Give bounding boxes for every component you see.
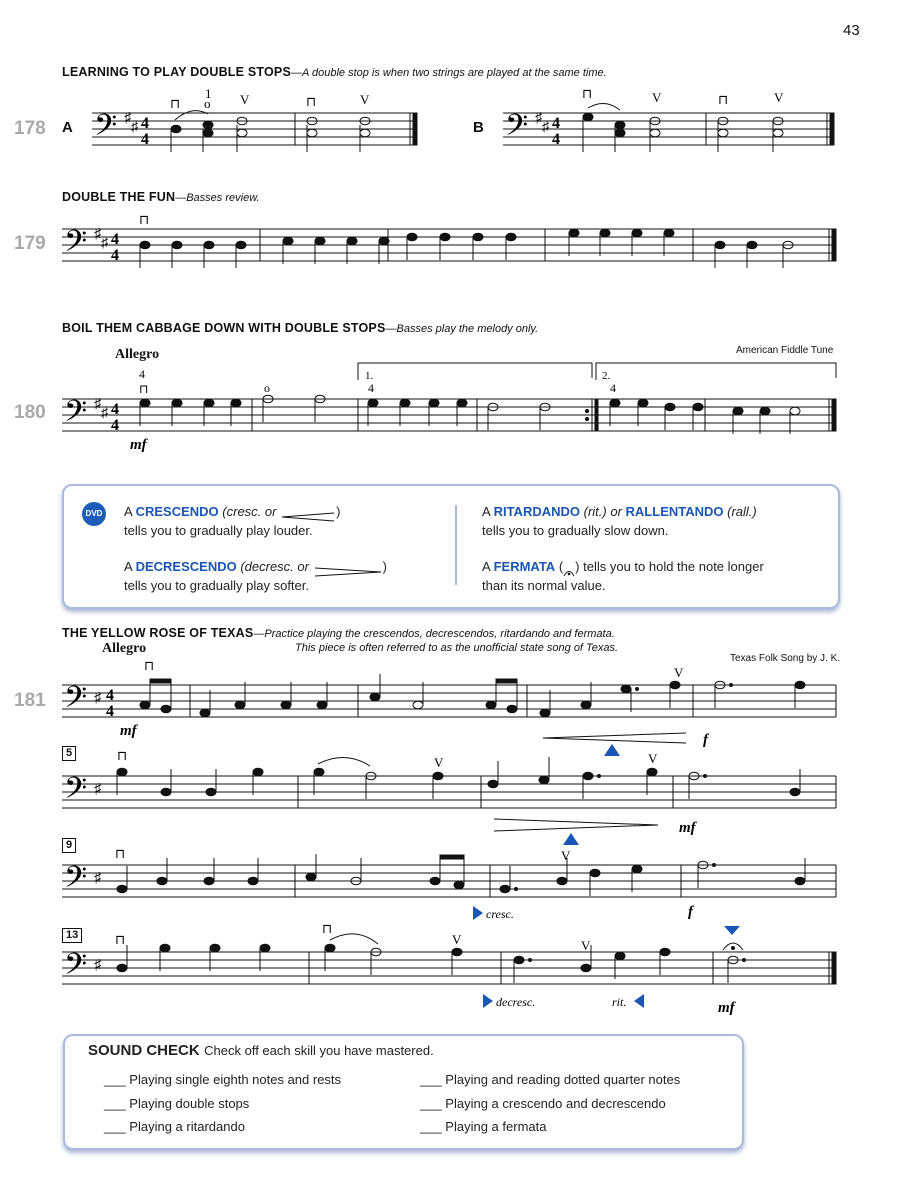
decresc-label: decresc. xyxy=(496,995,536,1009)
svg-text:V: V xyxy=(774,90,784,105)
ex181-subtitle2: This piece is often referred to as the unofficial state song of Texas. xyxy=(295,642,619,654)
blue-arrow-down-icon xyxy=(724,926,740,935)
staff-181-line2 xyxy=(62,776,836,808)
ex181-title: THE YELLOW ROSE OF TEXAS—Practice playing the crescendos, decrescendos, ritardando and fermata. xyxy=(62,626,615,640)
sound-check-item[interactable]: ___ Playing single eighth notes and rests xyxy=(104,1072,342,1087)
decrescendo-definition: A DECRESCENDO (decresc. or ) tells you to gradually play softer. xyxy=(124,559,387,593)
svg-text:⊓: ⊓ xyxy=(170,96,181,111)
svg-text:𝄢: 𝄢 xyxy=(64,861,88,901)
svg-text:V: V xyxy=(434,755,444,770)
ex180-title: BOIL THEM CABBAGE DOWN WITH DOUBLE STOPS—Basses play the melody only. xyxy=(62,321,539,335)
fermata-icon xyxy=(563,563,575,573)
ritardando-definition: A RITARDANDO (rit.) or RALLENTANDO (rall.) tells you to gradually slow down. xyxy=(482,504,757,538)
time-sig-179 xyxy=(111,231,119,264)
bass-clef-180 xyxy=(64,395,87,435)
svg-text:𝄢: 𝄢 xyxy=(505,109,529,149)
svg-text:♯: ♯ xyxy=(94,958,101,973)
time-sig-178a xyxy=(141,115,149,148)
svg-text:⊓: ⊓ xyxy=(139,382,149,396)
svg-text:V: V xyxy=(561,848,571,863)
key-sig-178b xyxy=(535,111,550,135)
ex178-number: 178 xyxy=(14,118,46,139)
decrescendo-hairpin-icon xyxy=(313,563,383,573)
key-sig-181b xyxy=(94,782,102,797)
svg-text:4: 4 xyxy=(106,703,114,720)
ex178-title: LEARNING TO PLAY DOUBLE STOPS—A double stop is when two strings are played at the same time. xyxy=(62,65,607,79)
svg-text:⊓: ⊓ xyxy=(115,846,126,861)
bowings-181b xyxy=(117,748,658,770)
key-sig-181d xyxy=(94,958,102,973)
svg-text:4: 4 xyxy=(111,231,119,248)
crescendo-definition: A CRESCENDO (cresc. or ) tells you to gradually play louder. xyxy=(124,504,341,538)
notes-181a xyxy=(140,674,805,717)
bowing-179 xyxy=(139,212,149,227)
ex180-tempo: Allegro xyxy=(115,347,160,362)
decrescendo-hairpin-181b xyxy=(494,819,658,831)
bass-clef-181c xyxy=(64,861,87,901)
blue-arrow-up-icon xyxy=(563,833,579,845)
svg-text:4: 4 xyxy=(106,687,114,704)
key-sig-181c xyxy=(94,871,102,886)
dynamic-f-181c: f xyxy=(688,904,693,920)
bowings-181d xyxy=(115,921,591,953)
svg-text:4: 4 xyxy=(141,115,149,132)
svg-text:⊓: ⊓ xyxy=(139,212,150,227)
dynamic-f-181a: f xyxy=(703,732,708,748)
svg-text:V: V xyxy=(652,90,662,105)
svg-text:V: V xyxy=(240,92,250,107)
svg-text:♯: ♯ xyxy=(124,111,131,126)
dynamic-mf-181b: mf xyxy=(679,820,696,836)
svg-text:♯: ♯ xyxy=(535,111,542,126)
svg-text:⊓: ⊓ xyxy=(144,658,155,673)
svg-text:1: 1 xyxy=(205,86,212,101)
staff-180 xyxy=(62,363,836,431)
fermata-icon xyxy=(723,943,743,950)
svg-text:♯: ♯ xyxy=(131,120,138,135)
svg-text:♯: ♯ xyxy=(94,397,101,412)
svg-text:4: 4 xyxy=(610,381,616,395)
measure-number-13: 13 xyxy=(62,928,82,943)
svg-text:4: 4 xyxy=(552,115,560,132)
svg-text:♯: ♯ xyxy=(94,871,101,886)
svg-text:♯: ♯ xyxy=(101,236,108,251)
svg-text:𝄢: 𝄢 xyxy=(64,395,88,435)
svg-text:𝄢: 𝄢 xyxy=(64,681,88,721)
svg-text:4: 4 xyxy=(111,401,119,418)
ending-2: 2. xyxy=(602,370,611,382)
blue-arrow-right-icon xyxy=(473,906,483,920)
bass-clef-178b xyxy=(505,109,528,149)
svg-text:⊓: ⊓ xyxy=(117,748,128,763)
svg-text:V: V xyxy=(452,932,462,947)
svg-text:♯: ♯ xyxy=(94,227,101,242)
sound-check-item[interactable]: ___ Playing a ritardando xyxy=(104,1119,245,1134)
ex178-part-a: A xyxy=(62,119,73,136)
dynamic-mf-180: mf xyxy=(130,437,147,453)
svg-text:o: o xyxy=(264,381,270,395)
sound-check-header: SOUND CHECK Check off each skill you have mastered. xyxy=(88,1042,434,1059)
svg-text:V: V xyxy=(674,665,684,680)
sound-check-item[interactable]: ___ Playing double stops xyxy=(104,1096,250,1111)
bass-clef-179 xyxy=(64,225,87,265)
staff-181-line4 xyxy=(62,952,836,984)
bowings-181c xyxy=(115,846,571,863)
bass-clef-181a xyxy=(64,681,87,721)
svg-text:♯: ♯ xyxy=(94,782,101,797)
blue-arrow-up-icon xyxy=(604,744,620,756)
svg-text:4: 4 xyxy=(141,131,149,148)
sound-check-item[interactable]: ___ Playing and reading dotted quarter notes xyxy=(420,1072,681,1087)
bass-clef-181b xyxy=(64,772,87,812)
svg-text:4: 4 xyxy=(111,247,119,264)
ex181-number: 181 xyxy=(14,690,46,711)
svg-text:o: o xyxy=(204,96,211,111)
crescendo-hairpin-181a xyxy=(543,733,686,743)
dynamic-mf-181a: mf xyxy=(120,723,137,739)
dynamic-mf-181d: mf xyxy=(718,1000,735,1016)
time-sig-181a xyxy=(106,687,114,720)
svg-text:⊓: ⊓ xyxy=(306,94,317,109)
measure-number-9: 9 xyxy=(62,838,76,853)
notes-179 xyxy=(140,229,793,268)
svg-text:4: 4 xyxy=(552,131,560,148)
staff-181-line3 xyxy=(62,865,836,897)
notes-178a xyxy=(171,111,370,152)
bowings-178a xyxy=(170,86,370,111)
key-sig-179 xyxy=(94,227,109,251)
info-divider xyxy=(455,505,458,585)
svg-text:𝄢: 𝄢 xyxy=(64,948,88,988)
svg-text:♯: ♯ xyxy=(94,691,101,706)
svg-text:𝄢: 𝄢 xyxy=(64,225,88,265)
time-sig-180 xyxy=(111,401,119,434)
svg-text:𝄢: 𝄢 xyxy=(64,772,88,812)
svg-text:⊓: ⊓ xyxy=(582,86,593,101)
page-number: 43 xyxy=(843,22,860,39)
ex181-credit: Texas Folk Song by J. K. xyxy=(730,653,841,664)
fermata-definition: A FERMATA ( ) tells you to hold the note longer than its normal value. xyxy=(482,559,764,593)
svg-text:V: V xyxy=(360,92,370,107)
svg-text:♯: ♯ xyxy=(542,120,549,135)
ex181-tempo: Allegro xyxy=(102,641,147,656)
svg-text:⊓: ⊓ xyxy=(322,921,333,936)
ending-1: 1. xyxy=(365,370,374,382)
bass-clef-181d xyxy=(64,948,87,988)
svg-text:V: V xyxy=(581,938,591,953)
bass-clef-178a xyxy=(94,109,117,149)
ex179-title: DOUBLE THE FUN—Basses review. xyxy=(62,190,260,204)
key-sig-181a xyxy=(94,691,102,706)
key-sig-178a xyxy=(124,111,139,135)
bowings-178b xyxy=(582,86,784,107)
key-sig-180 xyxy=(94,397,109,421)
staff-181-line1 xyxy=(62,685,836,717)
sound-check-item[interactable]: ___ Playing a crescendo and decrescendo xyxy=(420,1096,666,1111)
notes-181b xyxy=(117,757,800,799)
svg-text:⊓: ⊓ xyxy=(115,932,126,947)
notes-181c xyxy=(117,854,805,896)
time-sig-178b xyxy=(552,115,560,148)
svg-text:4: 4 xyxy=(368,381,374,395)
svg-text:4: 4 xyxy=(139,367,145,381)
rit-label: rit. xyxy=(612,995,627,1009)
blue-arrow-left-icon xyxy=(634,994,644,1008)
measure-number-5: 5 xyxy=(62,746,76,761)
ex178-part-b: B xyxy=(473,119,484,136)
ex179-number: 179 xyxy=(14,233,46,254)
svg-text:⊓: ⊓ xyxy=(718,92,729,107)
svg-text:♯: ♯ xyxy=(101,406,108,421)
blue-arrow-right-icon xyxy=(483,994,493,1008)
svg-text:4: 4 xyxy=(111,417,119,434)
ex180-credit: American Fiddle Tune xyxy=(736,345,834,356)
svg-text:V: V xyxy=(648,751,658,766)
svg-text:𝄢: 𝄢 xyxy=(94,109,118,149)
dvd-icon[interactable]: DVD xyxy=(82,502,106,526)
crescendo-hairpin-icon xyxy=(280,508,336,518)
bowings-181a xyxy=(144,658,684,680)
cresc-label: cresc. xyxy=(486,907,514,921)
ex180-number: 180 xyxy=(14,402,46,423)
fingerings-180 xyxy=(139,367,616,396)
sound-check-item[interactable]: ___ Playing a fermata xyxy=(420,1119,547,1134)
